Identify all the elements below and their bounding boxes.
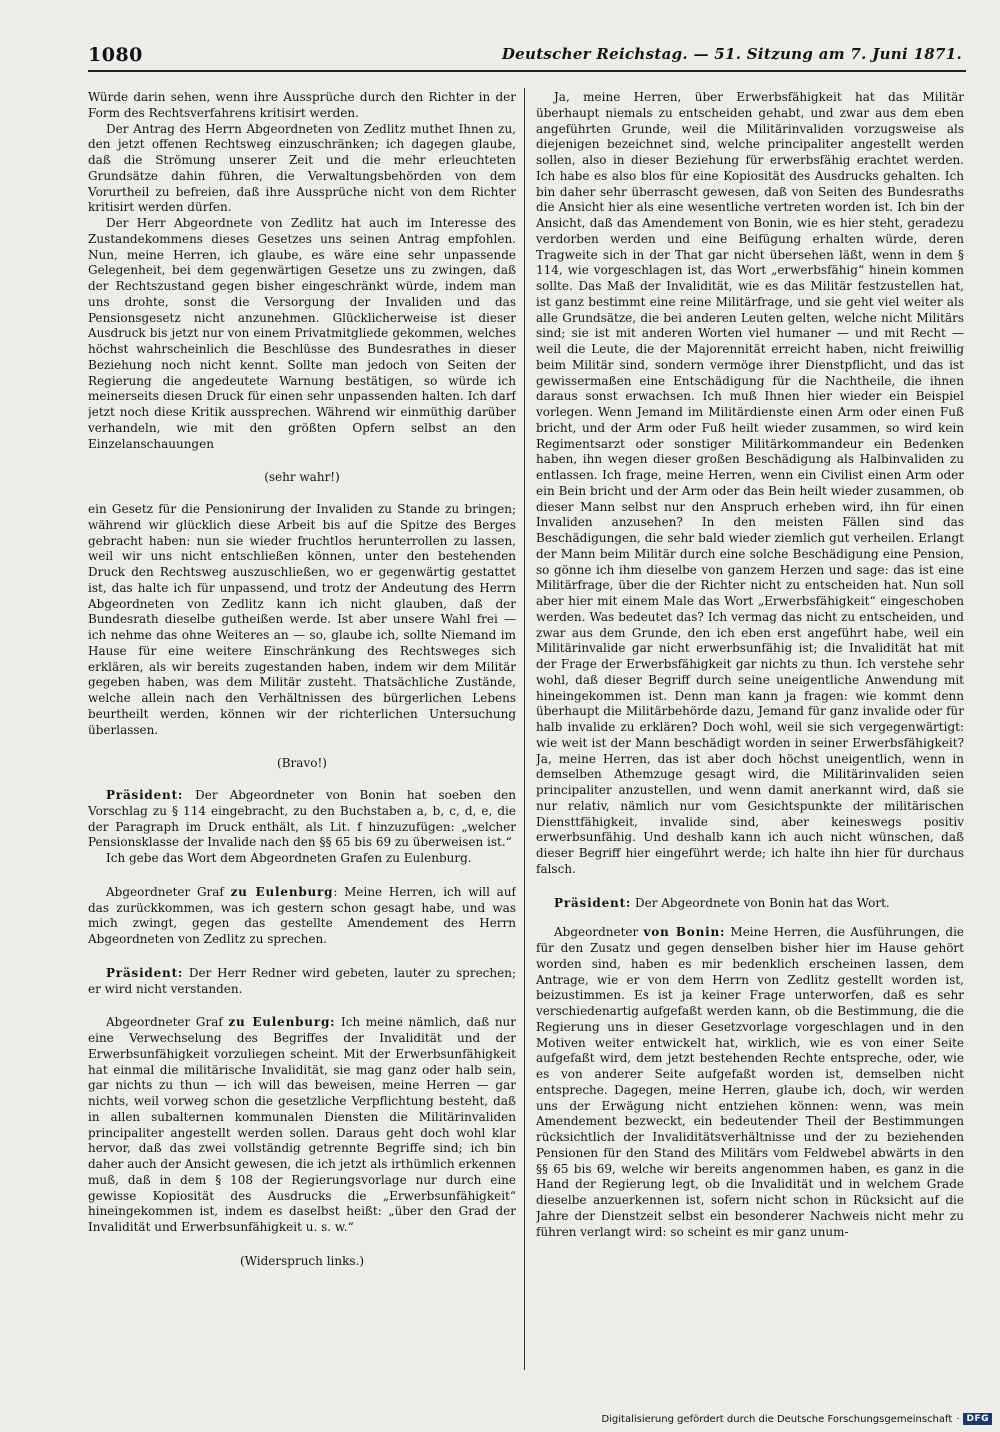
left-column (88, 90, 516, 1380)
speaker-title: Abgeordneter Graf (106, 1015, 229, 1030)
speaker-name: zu Eulenburg: (228, 1015, 336, 1030)
paragraph-text: Der Abgeordnete von Bonin hat das Wort. (631, 895, 890, 910)
paragraph (536, 90, 964, 878)
paragraph-text: ein Gesetz für die Pensionirung der Invaliden zu Stande zu bringen; während wir glücklich diese Arbeit bis auf die Spitze des Berges gebracht haben: nun sie wieder fruchtlos herunterrollen zu lassen, weil wir uns nicht entschließen können, unter den bestehenden Druck den Rechtsweg auszuschließen, wo er gegenwärtig gestattet ist, das halte ich für unpassend, und trotz der Andeutung des Herrn Abgeordneten von Zedlitz kann ich nicht glauben, daß der Bundesrath dieselbe gutheißen werde. Ist aber unsere Wahl frei — ich nehme das ohne Weiteres an — so, glaube ich, sollte Niemand im Hause für eine weitere Einschränkung des Rechtsweges sich erklären, als wir bereits zugestanden haben, indem wir dem Militär gegeben haben, was dem Militär zusteht. Thatsächliche Zustände, welche allein nach den Verhältnissen des bürgerlichen Lebens beurtheilt werden, können wir der richterlichen Untersuchung überlassen. (88, 502, 516, 737)
speaker-title: Abgeordneter (554, 925, 644, 940)
speaker-name: Präsident: (106, 788, 184, 802)
header-rule (88, 70, 966, 72)
paragraph (88, 216, 516, 452)
paragraph (88, 502, 516, 738)
paragraph-text: (Bravo!) (277, 756, 327, 771)
paragraph (88, 966, 516, 998)
speaker-title: Abgeordneter Graf (106, 884, 231, 899)
paragraph (88, 851, 516, 867)
paragraph-text: Der Herr Redner wird gebeten, lauter zu sprechen; er wird nicht verstanden. (88, 965, 516, 996)
dfg-logo-icon: DFG (963, 1413, 992, 1425)
stage-direction (88, 1254, 516, 1270)
speaker-name: Präsident: (554, 895, 632, 910)
speaker-name: zu Eulenburg (230, 884, 334, 899)
speaker-name: von Bonin: (643, 925, 726, 940)
paragraph-text: Meine Herren, die Ausführungen, die für den Zusatz und gegen denselben bisher hier im Hause gehört worden sind, haben es mir bedenklich erscheinen lassen, dem Antrage, wie er von dem Herrn von Zedlitz gestellt worden ist, beizustimmen. Es ist ja keiner Frage unterworfen, daß es sehr verschiedenartig aufgefaßt werden kann, ob die Bestimmung, die die Regierung uns in dieser Gesetzvorlage vorgeschlagen und in den Motiven weiter entwickelt hat, wirklich, wie es von einer Seite aufgefaßt wird, dem jetzt bestehenden Rechte entspreche, oder, wie es von anderer Seite aufgefaßt worden ist, demselben nicht entspreche. Dagegen, meine Herren, glaube ich, doch, wir werden uns der Erwägung nicht entziehen können: wenn, was mein Amendement bezweckt, ein bedeutender Theil der Bestimmungen rücksichtlich der Invaliditätsverhältnisse und der zu beziehenden Pensionen für den Stand des Militärs vom Feldwebel abwärts in den §§ 65 bis 69, welche wir bereits angenommen haben, es ganz in die Hand der Regierung legt, ob die Invalidität und in welchem Grade dieselbe anzuerkennen ist, sofern nicht schon in Rücksicht auf die Jahre der Dienstzeit selbst ein besonderer Nachweis nicht mehr zu führen verlangt wird: so scheint es mir ganz unum- (536, 925, 964, 1239)
paragraph-text: Der Herr Abgeordnete von Zedlitz hat auch im Interesse des Zustandekommens dieses Gesetzes uns seinen Antrag empfohlen. Nun, meine Herren, ich glaube, es wäre eine sehr unpassende Gelegenheit, bei dem gegenwärtigen Gesetze uns zu zwingen, daß der Rechtszustand gegen bisher eingeschränkt würde, indem man uns drohte, sonst die Versorgung der Invaliden und das Pensionsgesetz nicht anzunehmen. Glücklicherweise ist dieser Ausdruck bis jetzt nur von einem Privatmitgliede gekommen, welches höchst wahrscheinlich die Beschlüsse des Bundesrathes in dieser Beziehung noch nicht kennt. Sollte man jedoch von Seiten der Regierung die angedeutete Warnung bestätigen, so würde ich meinerseits diesen Druck für einen sehr unpassenden halten. Ich darf jetzt noch diese Kritik aussprechen. Während wir einmüthig darüber verhandeln, wie mit den größten Opfern selbst an den Einzelanschauungen (88, 216, 516, 451)
paragraph-text: Ich gebe das Wort dem Abgeordneten Grafen zu Eulenburg. (106, 851, 472, 865)
paragraph-text: (Widerspruch links.) (239, 1253, 365, 1268)
paragraph (88, 90, 516, 122)
paragraph (536, 896, 964, 912)
paragraph (88, 1015, 516, 1236)
stage-direction (88, 470, 516, 486)
paragraph (536, 925, 964, 1240)
paragraph-text: Ich meine nämlich, daß nur eine Verwechselung des Begriffes der Invalidität und der Erwerbsunfähigkeit vorzuliegen scheint. Mit der Erwerbsunfähigkeit hat einmal die militärische Invalidität, sie mag ganz oder halb sein, gar nichts zu thun — ich will das beweisen, meine Herren — gar nichts, weil vorweg schon die gesetzliche Verpflichtung besteht, daß in allen subalternen kommunalen Diensten die Militärinvaliden principaliter angestellt werden sollen. Daraus geht doch wohl klar hervor, daß das zwei vollständig getrennte Begriffe sind; ich bin daher auch der Ansicht gewesen, die ich jetzt als irthümlich erkennen muß, daß in dem § 108 der Regierungsvorlage nur durch eine gewisse Kopiosität des Ausdrucks die „Erwerbsunfähigkeit“ hineingekommen ist, indem es daselbst heißt: „über den Grad der Invalidität und Erwerbsunfähigkeit u. s. w.“ (88, 1015, 516, 1234)
paragraph-text: : Meine Herren, ich will auf das zurückkommen, was ich gestern schon gesagt habe, und was mich zwingt, gegen das gestellte Amendement des Herrn Abgeordneten von Zedlitz zu sprechen. (88, 884, 516, 946)
paragraph-text: Der Abgeordneter von Bonin hat soeben den Vorschlag zu § 114 eingebracht, zu den Buchstaben a, b, c, d, e, die der Paragraph im Druck enthält, als Lit. f hinzuzufügen: „welcher Pensionsklasse der Invalide nach den §§ 65 bis 69 zu überweisen ist.“ (88, 788, 516, 850)
right-column (536, 90, 964, 1380)
paragraph-text: Der Antrag des Herrn Abgeordneten von Zedlitz muthet Ihnen zu, den jetzt offenen Rechtsweg einzuschränken; ich dagegen glaube, daß die Strömung unserer Zeit und die mehr erleuchteten Grundsätze dahin führen, die Verwaltungsbehörden von dem Vorurtheil zu befreien, daß ihre Aussprüche nicht von dem Richter kritisirt werden dürfen. (88, 121, 516, 215)
paragraph (88, 788, 516, 851)
paragraph-text: (sehr wahr!) (264, 470, 340, 485)
paragraph-text: Ja, meine Herren, über Erwerbsfähigkeit hat das Militär überhaupt niemals zu entscheiden gehabt, und zwar aus dem eben angeführten Grunde, weil die Militärinvaliden vorzugsweise als diejenigen bezeichnet sind, welche principaliter angestellt werden sollen, also in dieser Beziehung für erwerbsfähig erachtet werden. Ich habe es also blos für eine Kopiosität des Ausdrucks gehalten. Ich bin daher sehr überrascht gewesen, daß von Seiten des Bundesraths die Ansicht hier als eine wesentliche vertreten worden ist. Ich bin der Ansicht, daß das Amendement von Bonin, wie es hier steht, geradezu verdorben werden und eine Beifügung erhalten würde, deren Tragweite sich in der That gar nicht übersehen läßt, wenn in dem § 114, wie vorgeschlagen ist, das Wort „erwerbsfähig“ hinein kommen sollte. Das Maß der Invalidität, wie es das Militär festzustellen hat, ist ganz bestimmt eine reine Militärfrage, und sie geht viel weiter als alle Grundsätze, die bei anderen Leuten gelten, welche nicht Militärs sind; sie ist mit anderen Worten viel humaner — und mit Recht — weil die Leute, die der Majorennität erreicht haben, nicht freiwillig beim Militär sind, sondern vermöge ihrer Dienstpflicht, und das ist gewissermaßen eine Entschädigung für die Nachtheile, die ihnen daraus sonst erwachsen. Ich muß Ihnen hier wieder ein Beispiel vorlegen. Wenn Jemand im Militärdienste einen Arm oder einen Fuß bricht, und der Arm oder Fuß heilt wieder zusammen, so wird kein Regimentsarzt oder sonstiger Militärkommandeur ein Bedenken haben, ihn wegen dieser großen Beschädigung als Halbinvaliden zu entlassen. Ich frage, meine Herren, wenn ein Civilist einen Arm oder ein Bein bricht und der Arm oder das Bein heilt wieder zusammen, ob dieser Mann selbst nur den Anspruch erheben wird, ihn für einen Invaliden anzusehen? In den meisten Fällen sind das Beschädigungen, die sehr bald wieder ziemlich gut verheilen. Erlangt der Mann beim Militär durch eine solche Beschädigung eine Pension, so gönne ich ihm dieselbe von ganzem Herzen und sage: das ist eine Militärfrage, über die der Richter nicht zu entscheiden hat. Nun soll aber hier mit einem Male das Wort „Erwerbsfähigkeit“ eingeschoben werden. Was bedeutet das? Ich vermag das nicht zu entscheiden, und zwar aus dem Grunde, den ich eben erst angeführt habe, weil ein Militärinvalide gar nicht erwerbsunfähig ist; die Invalidität hat mit der Frage der Erwerbsfähigkeit gar nichts zu thun. Ich verstehe sehr wohl, daß dieser Begriff durch seine uneigentliche Anwendung mit hineingekommen ist. Denn man kann ja fragen: wie kommt denn überhaupt die Militärbehörde dazu, Jemand für ganz invalide oder für halb invalide zu erklären? Doch wohl, weil sie sich vergegenwärtigt: wie weit ist der Mann beschädigt worden in seiner Erwerbsfähigkeit? Ja, meine Herren, das ist aber doch höchst uneigentlich, wenn in demselben Athemzuge gesagt wird, die Militärinvaliden seien principaliter anzustellen, und wenn damit anerkannt wird, daß sie nur relativ, nämlich nur vom Gesichtspunkte der militärischen Diensttfähigkeit, invalide sind, aber keineswegs positiv erwerbsunfähig. Und deshalb kann ich auch nicht wünschen, daß dieser Begriff hier eingeführt werde; ich halte ihn hier für durchaus falsch. (536, 90, 964, 876)
column-divider (524, 88, 525, 1370)
speaker-name: Präsident: (106, 965, 184, 980)
footer-credit: Digitalisierung gefördert durch die Deutsche Forschungsgemeinschaft · DFG (601, 1413, 992, 1425)
footer-text: Digitalisierung gefördert durch die Deutsche Forschungsgemeinschaft (601, 1413, 953, 1425)
stage-direction (88, 756, 516, 772)
paragraph-text: Würde darin sehen, wenn ihre Aussprüche durch den Richter in der Form des Rechtsverfahrens kritisirt werden. (88, 90, 516, 120)
paragraph (88, 885, 516, 948)
paragraph (88, 122, 516, 217)
page-number: 1080 (88, 44, 143, 66)
running-head: Deutscher Reichstag. — 51. Sitzung am 7. Juni 1871. (501, 45, 962, 63)
